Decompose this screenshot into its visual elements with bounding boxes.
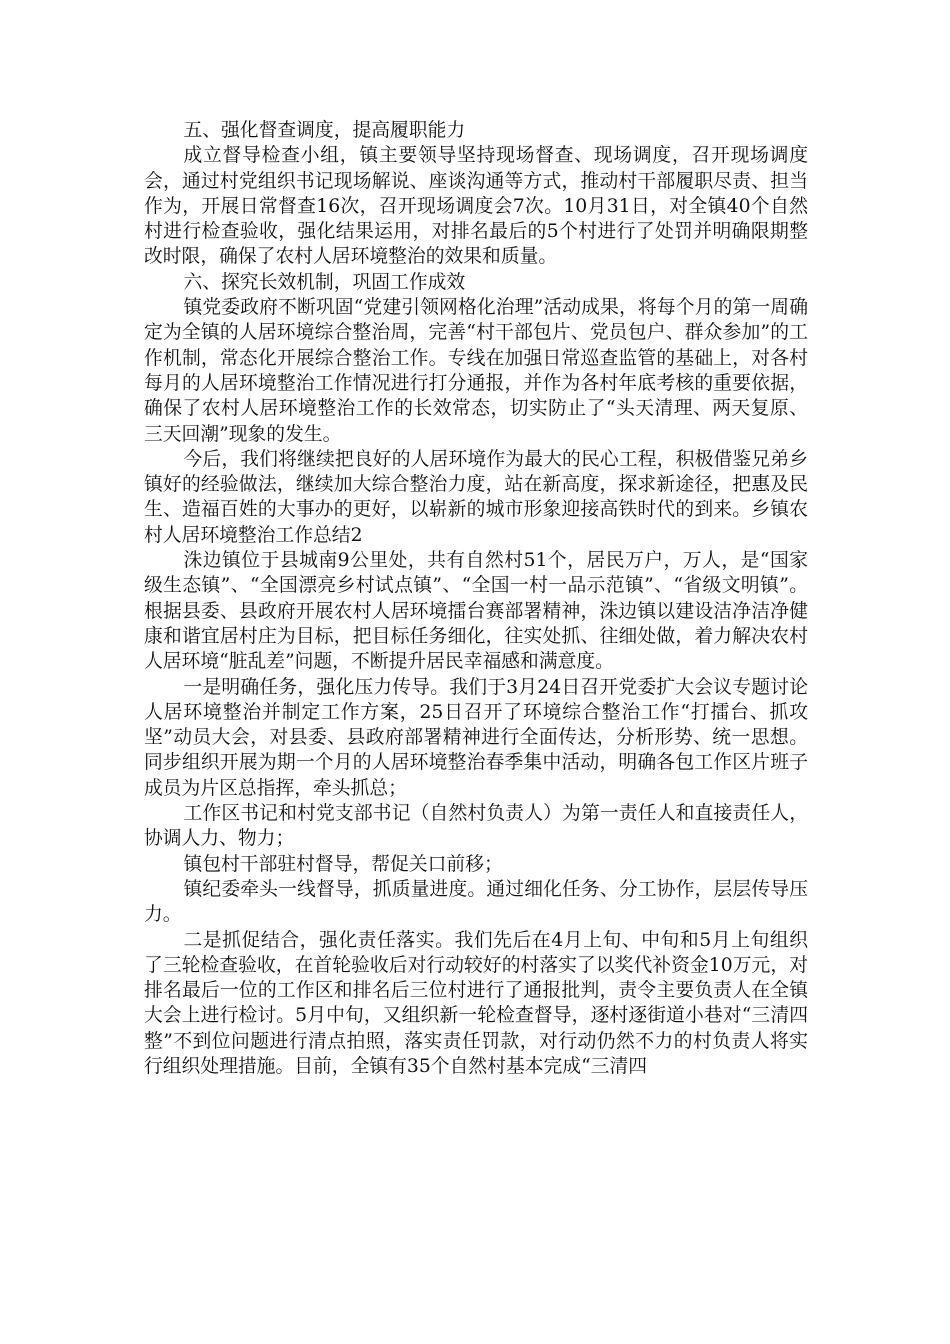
paragraph: 镇包村干部驻村督导，帮促关口前移； bbox=[183, 853, 503, 875]
paragraph: 二是抓促结合，强化责任落实。我们先后在4月上旬、中旬和5月上旬组织了三轮检查验收，在首轮验收后对行动较好的村落实了以奖代补资金10万元，对排名最后一位的工作区和排名后三位村进行了通报批判，责令主要负责人在全镇大会上进行检讨。5月中旬，又组织新一轮检查督导，逐村逐街道小巷对“三清四整”不到位问题进行清点拍照，落实责任罚款，对行动仍然不力的村负责人将实行组织处理措施。目前，全镇有35个自然村基本完成“三清四 bbox=[144, 929, 808, 1077]
paragraph: 工作区书记和村党支部书记（自然村负责人）为第一责任人和直接责任人，协调人力、物力； bbox=[144, 803, 808, 850]
paragraph: 成立督导检查小组，镇主要领导坚持现场督查、现场调度，召开现场调度会，通过村党组织书记现场解说、座谈沟通等方式，推动村干部履职尽责、担当作为，开展日常督查16次，召开现场调度会7次。10月31日，对全镇40个自然村进行检查验收，强化结果运用，对排名最后的5个村进行了处罚并明确限期整改时限，确保了农村人居环境整治的效果和质量。 bbox=[144, 145, 808, 268]
paragraph: 镇党委政府不断巩固“党建引领网格化治理”活动成果，将每个月的第一周确定为全镇的人居环境综合整治周，完善“村干部包片、党员包户、群众参加”的工作机制，常态化开展综合整治工作。专线在加强日常巡查监管的基础上，对各村每月的人居环境整治工作情况进行打分通报，并作为各村年底考核的重要依据，确保了农村人居环境整治工作的长效常态，切实防止了“头天清理、两天复原、三天回潮”现象的发生。 bbox=[144, 297, 808, 445]
paragraph: 镇纪委牵头一线督导，抓质量进度。通过细化任务、分工协作，层层传导压力。 bbox=[144, 878, 808, 926]
paragraph: 一是明确任务，强化压力传导。我们于3月24日召开党委扩大会议专题讨论人居环境整治并制定工作方案，25日召开了环境综合整治工作“打擂台、抓攻坚”动员大会，对县委、县政府部署精神进行全面传达，分析形势、统一思想。同步组织开展为期一个月的人居环境整治春季集中活动，明确各包工作区片班子成员为片区总指挥，牵头抓总； bbox=[144, 676, 808, 799]
section-heading-5: 五、强化督查调度，提高履职能力 bbox=[183, 120, 466, 141]
paragraph: 洙边镇位于县城南9公里处，共有自然村51个，居民万户，万人，是“国家级生态镇”、“全国漂亮乡村试点镇”、“全国一村一品示范镇”、“省级文明镇”。根据县委、县政府开展农村人居环境擂台赛部署精神，洙边镇以建设洁净洁净健康和谐宜居村庄为目标，把目标任务细化，往实处抓、往细处做，着力解决农村人居环境“脏乱差”问题，不断提升居民幸福感和满意度。 bbox=[144, 550, 808, 673]
document-body bbox=[144, 118, 808, 1079]
paragraph: 今后，我们将继续把良好的人居环境作为最大的民心工程，积极借鉴兄弟乡镇好的经验做法，继续加大综合整治力度，站在新高度，探求新途径，把惠及民生、造福百姓的大事办的更好，以崭新的城市形象迎接高铁时代的到来。乡镇农村人居环境整治工作总结2 bbox=[144, 448, 808, 546]
section-heading-6: 六、探究长效机制，巩固工作成效 bbox=[183, 271, 466, 293]
